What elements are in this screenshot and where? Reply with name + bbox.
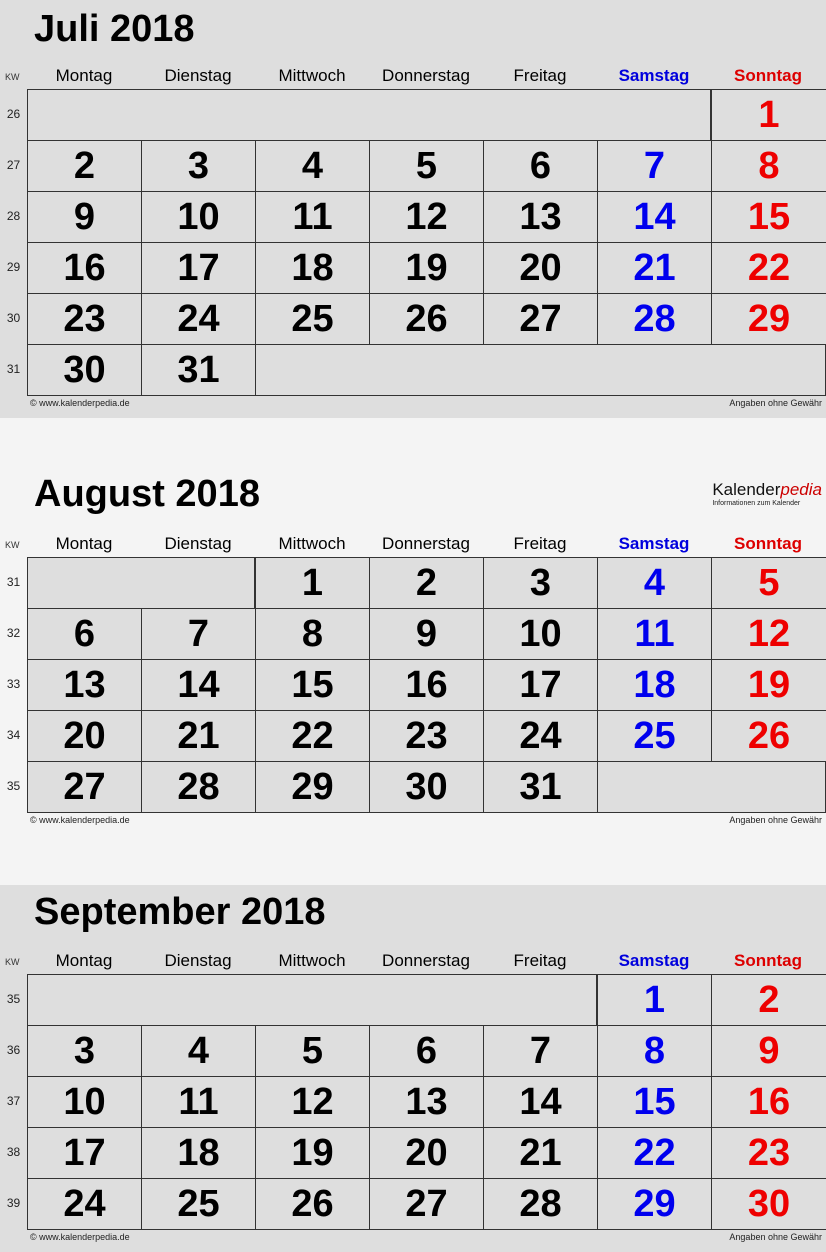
empty-day-cell bbox=[27, 974, 597, 1026]
weekday-header: Freitag bbox=[513, 66, 567, 85]
day-cell: 28 bbox=[141, 761, 256, 813]
day-cell: 5 bbox=[369, 140, 484, 192]
day-cell: 16 bbox=[27, 242, 142, 294]
disclaimer-text: Angaben ohne Gewähr bbox=[729, 815, 822, 825]
day-cell: 22 bbox=[255, 710, 370, 762]
weekday-header: Montag bbox=[55, 951, 113, 970]
day-cell: 3 bbox=[27, 1025, 142, 1077]
month-title: August 2018 bbox=[34, 473, 260, 515]
day-cell: 21 bbox=[141, 710, 256, 762]
week-number: 38 bbox=[6, 1145, 21, 1159]
day-cell: 29 bbox=[711, 293, 826, 345]
day-cell: 9 bbox=[27, 191, 142, 243]
disclaimer-text: Angaben ohne Gewähr bbox=[729, 1232, 822, 1242]
empty-day-cell bbox=[27, 557, 255, 609]
day-cell: 6 bbox=[369, 1025, 484, 1077]
weekday-header: Samstag bbox=[618, 534, 690, 553]
month-title: September 2018 bbox=[34, 891, 326, 933]
weekday-header: Donnerstag bbox=[382, 66, 470, 85]
week-number: 31 bbox=[6, 575, 21, 589]
day-cell: 16 bbox=[369, 659, 484, 711]
day-cell: 5 bbox=[255, 1025, 370, 1077]
day-cell: 3 bbox=[483, 557, 598, 609]
day-cell: 1 bbox=[255, 557, 370, 609]
day-cell: 12 bbox=[711, 608, 826, 660]
day-cell: 1 bbox=[711, 89, 826, 141]
weekday-header: Montag bbox=[55, 534, 113, 553]
day-cell: 30 bbox=[711, 1178, 826, 1230]
weekday-header: Dienstag bbox=[164, 951, 232, 970]
weekday-header: Montag bbox=[55, 66, 113, 85]
day-cell: 11 bbox=[141, 1076, 256, 1128]
day-cell: 15 bbox=[255, 659, 370, 711]
kw-label: KW bbox=[5, 540, 20, 550]
day-cell: 2 bbox=[27, 140, 142, 192]
day-cell: 23 bbox=[711, 1127, 826, 1179]
weekday-header: Samstag bbox=[618, 66, 690, 85]
day-cell: 21 bbox=[597, 242, 712, 294]
day-cell: 31 bbox=[483, 761, 598, 813]
week-number: 36 bbox=[6, 1043, 21, 1057]
week-number: 30 bbox=[6, 311, 21, 325]
day-cell: 20 bbox=[27, 710, 142, 762]
logo-part-2: pedia bbox=[780, 480, 822, 499]
day-cell: 22 bbox=[597, 1127, 712, 1179]
day-cell: 8 bbox=[255, 608, 370, 660]
day-cell: 18 bbox=[597, 659, 712, 711]
day-cell: 27 bbox=[483, 293, 598, 345]
day-cell: 19 bbox=[711, 659, 826, 711]
day-cell: 4 bbox=[597, 557, 712, 609]
day-cell: 18 bbox=[255, 242, 370, 294]
day-cell: 24 bbox=[27, 1178, 142, 1230]
empty-day-cell bbox=[255, 344, 826, 396]
day-cell: 21 bbox=[483, 1127, 598, 1179]
day-cell: 10 bbox=[483, 608, 598, 660]
day-cell: 15 bbox=[597, 1076, 712, 1128]
day-cell: 19 bbox=[255, 1127, 370, 1179]
day-cell: 11 bbox=[255, 191, 370, 243]
day-cell: 29 bbox=[255, 761, 370, 813]
weekday-header: Freitag bbox=[513, 951, 567, 970]
weekday-header: Sonntag bbox=[734, 534, 802, 553]
day-cell: 12 bbox=[255, 1076, 370, 1128]
week-number: 29 bbox=[6, 260, 21, 274]
day-cell: 14 bbox=[597, 191, 712, 243]
day-cell: 1 bbox=[597, 974, 712, 1026]
day-cell: 17 bbox=[141, 242, 256, 294]
day-cell: 13 bbox=[483, 191, 598, 243]
day-cell: 17 bbox=[483, 659, 598, 711]
day-cell: 26 bbox=[711, 710, 826, 762]
day-cell: 19 bbox=[369, 242, 484, 294]
weekday-header: Freitag bbox=[513, 534, 567, 553]
day-cell: 18 bbox=[141, 1127, 256, 1179]
day-cell: 29 bbox=[597, 1178, 712, 1230]
weekday-header: Sonntag bbox=[734, 66, 802, 85]
week-number: 39 bbox=[6, 1196, 21, 1210]
weekday-header: Mittwoch bbox=[278, 951, 346, 970]
day-cell: 30 bbox=[27, 344, 142, 396]
day-cell: 11 bbox=[597, 608, 712, 660]
copyright-text: © www.kalenderpedia.de bbox=[30, 815, 130, 825]
day-cell: 16 bbox=[711, 1076, 826, 1128]
month-title: Juli 2018 bbox=[34, 8, 195, 50]
day-cell: 25 bbox=[255, 293, 370, 345]
weekday-header: Donnerstag bbox=[382, 951, 470, 970]
weekday-header: Dienstag bbox=[164, 534, 232, 553]
day-cell: 31 bbox=[141, 344, 256, 396]
day-cell: 14 bbox=[483, 1076, 598, 1128]
copyright-text: © www.kalenderpedia.de bbox=[30, 398, 130, 408]
empty-day-cell bbox=[597, 761, 826, 813]
day-cell: 28 bbox=[597, 293, 712, 345]
week-number: 28 bbox=[6, 209, 21, 223]
day-cell: 15 bbox=[711, 191, 826, 243]
day-cell: 28 bbox=[483, 1178, 598, 1230]
week-number: 32 bbox=[6, 626, 21, 640]
day-cell: 14 bbox=[141, 659, 256, 711]
day-cell: 17 bbox=[27, 1127, 142, 1179]
day-cell: 24 bbox=[483, 710, 598, 762]
logo-wordmark bbox=[712, 481, 822, 498]
day-cell: 7 bbox=[483, 1025, 598, 1077]
weekday-header: Dienstag bbox=[164, 66, 232, 85]
week-number: 27 bbox=[6, 158, 21, 172]
kalenderpedia-logo bbox=[712, 481, 822, 507]
kw-label: KW bbox=[5, 72, 20, 82]
day-cell: 22 bbox=[711, 242, 826, 294]
day-cell: 27 bbox=[369, 1178, 484, 1230]
weekday-header: Donnerstag bbox=[382, 534, 470, 553]
day-cell: 12 bbox=[369, 191, 484, 243]
day-cell: 20 bbox=[369, 1127, 484, 1179]
logo-tagline: Informationen zum Kalender bbox=[712, 500, 801, 507]
week-number: 35 bbox=[6, 992, 21, 1006]
day-cell: 26 bbox=[255, 1178, 370, 1230]
day-cell: 13 bbox=[369, 1076, 484, 1128]
day-cell: 9 bbox=[369, 608, 484, 660]
day-cell: 3 bbox=[141, 140, 256, 192]
week-number: 34 bbox=[6, 728, 21, 742]
week-number: 26 bbox=[6, 107, 21, 121]
day-cell: 8 bbox=[597, 1025, 712, 1077]
day-cell: 25 bbox=[597, 710, 712, 762]
day-cell: 4 bbox=[255, 140, 370, 192]
day-cell: 27 bbox=[27, 761, 142, 813]
day-cell: 30 bbox=[369, 761, 484, 813]
weekday-header: Mittwoch bbox=[278, 534, 346, 553]
day-cell: 4 bbox=[141, 1025, 256, 1077]
day-cell: 6 bbox=[27, 608, 142, 660]
day-cell: 2 bbox=[711, 974, 826, 1026]
day-cell: 2 bbox=[369, 557, 484, 609]
day-cell: 20 bbox=[483, 242, 598, 294]
day-cell: 13 bbox=[27, 659, 142, 711]
kw-label: KW bbox=[5, 957, 20, 967]
weekday-header: Mittwoch bbox=[278, 66, 346, 85]
day-cell: 24 bbox=[141, 293, 256, 345]
week-number: 35 bbox=[6, 779, 21, 793]
day-cell: 5 bbox=[711, 557, 826, 609]
day-cell: 7 bbox=[141, 608, 256, 660]
day-cell: 26 bbox=[369, 293, 484, 345]
day-cell: 23 bbox=[369, 710, 484, 762]
day-cell: 10 bbox=[27, 1076, 142, 1128]
week-number: 37 bbox=[6, 1094, 21, 1108]
weekday-header: Sonntag bbox=[734, 951, 802, 970]
day-cell: 25 bbox=[141, 1178, 256, 1230]
empty-day-cell bbox=[27, 89, 711, 141]
weekday-header: Samstag bbox=[618, 951, 690, 970]
copyright-text: © www.kalenderpedia.de bbox=[30, 1232, 130, 1242]
disclaimer-text: Angaben ohne Gewähr bbox=[729, 398, 822, 408]
day-cell: 10 bbox=[141, 191, 256, 243]
day-cell: 9 bbox=[711, 1025, 826, 1077]
day-cell: 23 bbox=[27, 293, 142, 345]
logo-part-1: Kalender bbox=[712, 480, 781, 499]
week-number: 31 bbox=[6, 362, 21, 376]
day-cell: 8 bbox=[711, 140, 826, 192]
week-number: 33 bbox=[6, 677, 21, 691]
day-cell: 7 bbox=[597, 140, 712, 192]
day-cell: 6 bbox=[483, 140, 598, 192]
